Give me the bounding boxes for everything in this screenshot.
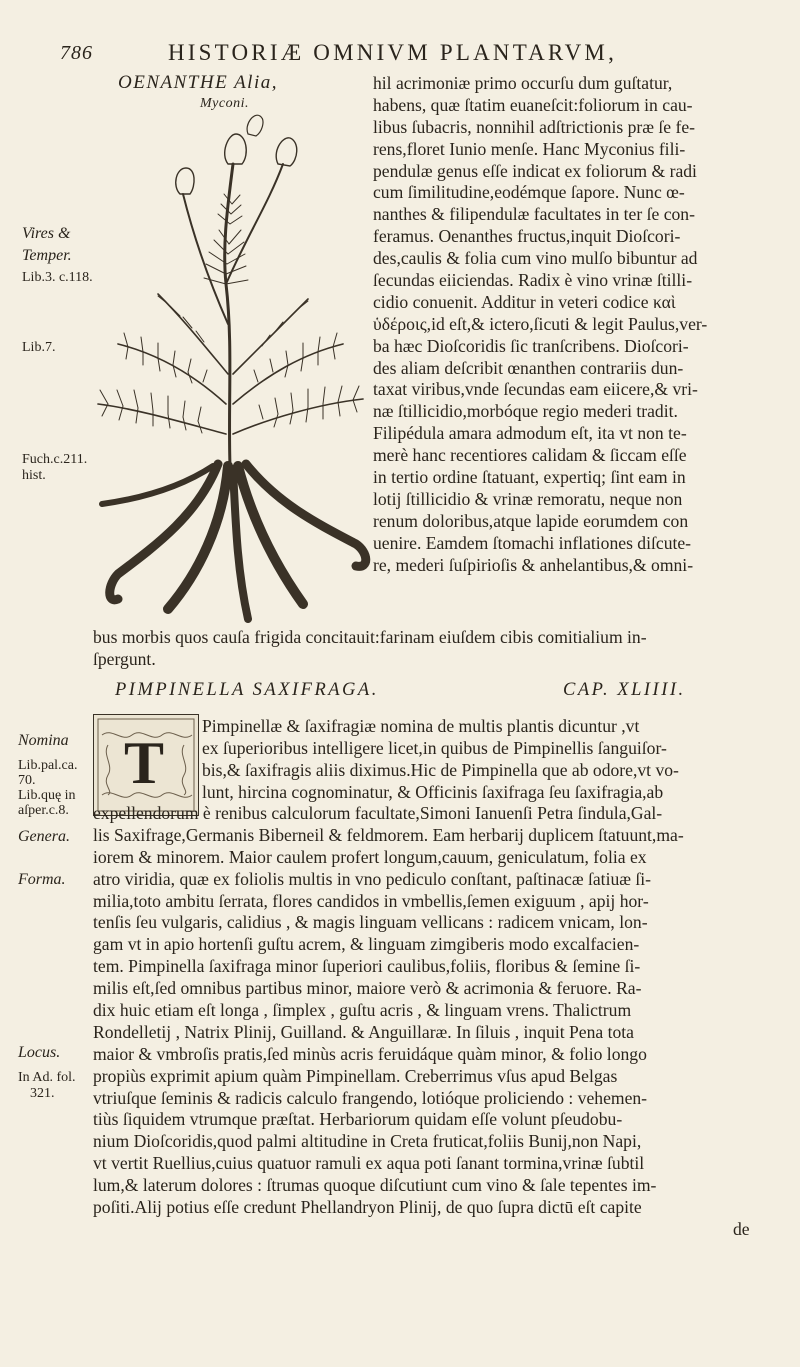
text-line: pendulæ genus eſſe indicat ex foliorum & radi (373, 160, 697, 181)
margin-note-fuch: Fuch.c.211. (22, 452, 88, 467)
section-title: PIMPINELLA SAXIFRAGA. (115, 680, 379, 700)
text-line: propiùs exprimit apium quàm Pimpinellam. Creberrimus vſus apud Belgas (93, 1065, 618, 1086)
text-line: atro viridia, quæ ex foliolis multis in vno pediculo conſtant, paſtinacæ ſatiuæ ſi- (93, 868, 652, 889)
text-line: nanthes & filipendulæ facultates in ter ſe con- (373, 204, 695, 225)
figure-caption (118, 72, 368, 111)
text-line: libus ſubacris, nonnihil adſtrictionis præ ſe fe- (373, 116, 696, 137)
margin-note-nomina: Nomina (18, 732, 69, 749)
text-line: ba hæc Dioſcoridis ſic tranſcribens. Dioſcori- (373, 335, 689, 356)
text-line: lunt, hircina cognominatur, & Officinis ſaxifraga ſeu ſaxifragia,ab (202, 781, 664, 802)
text-line: lum,& laterum dolores : ſtrumas quoque diſcutiunt cum vino & ſale tepentes im- (93, 1175, 657, 1196)
text-line: Filipédula amara admodum eſt, ita vt non te- (373, 423, 687, 444)
body-text (93, 803, 750, 1241)
text-line: bis,& ſaxifragis aliis diximus.Hic de Pimpinella que ab odore,vt vo- (202, 759, 679, 780)
text-line: milis eſt,ſed omnibus partibus minor, maiore verò & acrimonia & feruore. Ra- (93, 978, 642, 999)
margin-note-libque: Lib.quę in (18, 788, 76, 803)
margin-note-lib3: Lib.3. c.118. (22, 270, 93, 285)
margin-note-hist: hist. (22, 468, 46, 483)
text-line: lotij ſtillicidio & vrinæ remoratu, neque non (373, 488, 683, 509)
column-text (373, 73, 707, 576)
margin-note-genera: Genera. (18, 828, 70, 845)
figure-caption-title: OENANTHE Alia, (118, 72, 278, 93)
text-line: ex ſuperioribus intelligere licet,in quibus de Pimpinellis ſanguiſor- (202, 737, 667, 758)
text-line: cidio conuenit. Additur in veteri codice καὶ (373, 291, 676, 312)
text-line: bus morbis quos cauſa frigida concitauit:farinam eiuſdem cibis comitialium in- (93, 627, 647, 647)
text-line: vt vertit Ruellius,cuius quatuor ramuli ex aqua poti ſanant tormina,vrinæ ſubtil (93, 1153, 645, 1174)
text-line: re, mederi ſuſpirioſis & anhelantibus,& omni- (373, 554, 694, 575)
text-line: cum ſimilitudine,eodémque ſapore. Nunc œ- (373, 182, 685, 203)
full-width-text-top (93, 627, 647, 671)
text-line: næ ſtillicidio,morbóque regio mederi tradit. (373, 401, 678, 422)
margin-note-forma: Forma. (18, 871, 66, 888)
text-line: habens, quæ ſtatim euaneſcit:foliorum in cau- (373, 94, 693, 115)
text-line: tenſis ſeu vulgaris, calidius , & magis linguam vellicans : radicem vnicam, lon- (93, 912, 648, 933)
decorated-initial (93, 714, 199, 816)
text-line: maior & vmbroſis pratis,ſed minùs acris feruidáque quàm minor, & folio longo (93, 1043, 647, 1064)
text-line: Pimpinellæ & ſaxifragiæ nomina de multis plantis dicuntur ,vt (202, 716, 640, 736)
text-line: dix huic etiam eſt longa , ſimplex , guſtu acris , & linguam vrens. Thalictrum (93, 1000, 632, 1021)
text-line: des,caulis & folia cum vino mulſo bibuntur ad (373, 248, 698, 269)
text-line: tem. Pimpinella ſaxifraga minor ſuperiori caulibus,foliis, floribus & ſemine ſi- (93, 956, 641, 977)
text-line: gam vt in apio hortenſi guſtu acrem, & linguam zimgiberis modo excalfacien- (93, 934, 640, 955)
margin-note-321: 321. (30, 1086, 55, 1101)
text-line: renum doloribus,atque lapide eorumdem con (373, 510, 689, 531)
plant-illustration (88, 104, 373, 626)
section-heading (115, 680, 770, 701)
running-title: HISTORIÆ OMNIVM PLANTARVM, (168, 40, 618, 65)
figure-caption-sub: Myconi. (200, 96, 249, 111)
text-line: ſecundas eiiciendas. Radix è vino vrinæ ſtilli- (373, 270, 693, 291)
text-line: rens,floret Iunio menſe. Hanc Myconius fili- (373, 138, 686, 159)
text-line: lis Saxifrage,Germanis Biberneil & feldmorem. Eam herbarij duplicem ſtatuunt,ma- (93, 824, 684, 845)
text-line: vtriuſque ſeminis & radicis calculo frangendo, lotióque proliciendo : vehemen- (93, 1087, 648, 1108)
margin-note-libpal: Lib.pal.ca. (18, 758, 78, 773)
margin-note-lib7: Lib.7. (22, 340, 56, 355)
page-number: 786 (60, 42, 93, 64)
text-line: feramus. Oenanthes fructus,inquit Dioſcori- (373, 226, 681, 247)
page-header (50, 38, 770, 72)
text-line: Rondelletij , Natrix Plinij, Guilland. & Anguillaræ. In ſiluis , inquit Pena tota (93, 1021, 634, 1042)
text-line: tiùs ſiquidem vtrumque præſtat. Herbariorum quidam eſſe volunt pſeudobu- (93, 1109, 623, 1130)
initial-letter: T (124, 730, 165, 796)
margin-note-temper: Temper. (22, 247, 72, 264)
text-line: expellendorum è renibus calculorum facultate,Simoni Ianuenſi Petra ſindula,Gal- (93, 803, 663, 823)
margin-note-inad: In Ad. fol. (18, 1070, 76, 1085)
margin-note-vires: Vires & (22, 225, 71, 242)
text-line: de (733, 1218, 750, 1239)
text-line: ὑδέροις,id eſt,& ictero,ſicuti & legit Paulus,ver- (373, 313, 708, 334)
text-line: taxat viribus,vnde ſecundas eam eiicere,& vri- (373, 379, 698, 400)
text-line: merè hanc recentiores calidam & ſiccam eſſe (373, 445, 687, 466)
text-line: ſpergunt. (93, 648, 156, 669)
text-line: iorem & minorem. Maior caulem profert longum,cauum, geniculatum, folia ex (93, 846, 647, 867)
margin-note-locus: Locus. (18, 1044, 61, 1061)
text-line: uenire. Eamdem ſtomachi inflationes diſcute- (373, 532, 692, 553)
text-line: in tertio ordine ſtatuant, expertiq; ſint eam in (373, 467, 686, 488)
initial-wrap-text (202, 716, 679, 804)
text-line: nium Dioſcoridis,quod palmi altitudine in Creta fruticat,foliis Bunij,non Napi, (93, 1131, 642, 1152)
text-line: milia,toto ambitu ſerrata, flores candidos in vmbellis,ſemen exiguum , apij hor- (93, 890, 649, 911)
text-line: poſiti.Alij potius eſſe credunt Phellandryon Plinij, de quo ſupra dictū eſt capite (93, 1197, 642, 1218)
margin-note-asper: aſper.c.8. (18, 803, 69, 818)
text-line: hil acrimoniæ primo occurſu dum guſtatur, (373, 73, 673, 93)
margin-note-70: 70. (18, 773, 36, 788)
text-line: des aliam deſcribit œnanthen contrariis dun- (373, 357, 684, 378)
chapter-number: CAP. XLIIII. (563, 680, 686, 700)
